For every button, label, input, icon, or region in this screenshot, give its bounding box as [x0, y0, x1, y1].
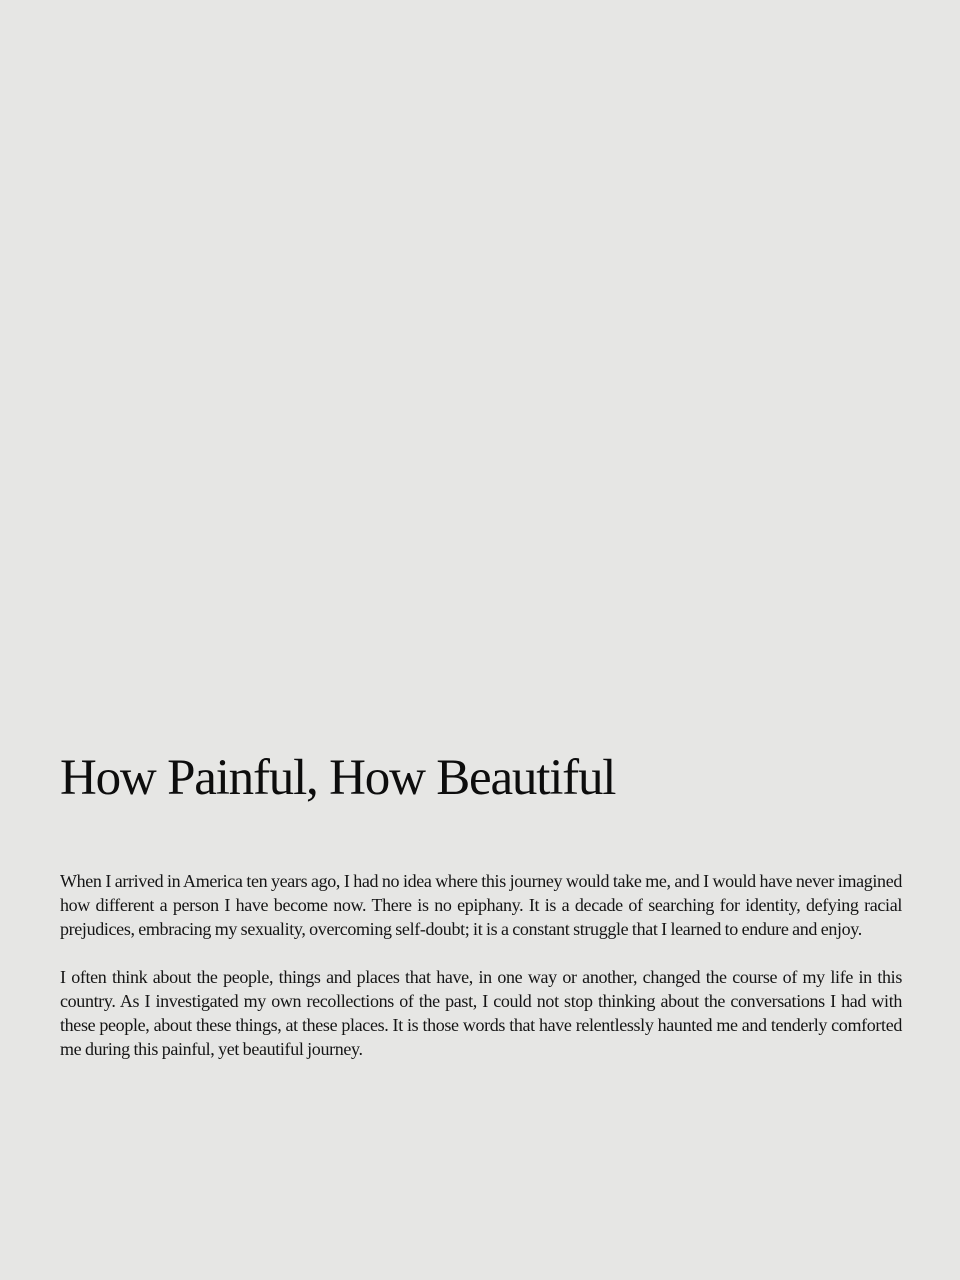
intro-paragraph: When I arrived in America ten years ago, I had no idea where this journey would take me, and I would have never imagined how different a person I have become now. There is no epiphany. It is a decade of searching for identity, defying racial prejudices, embracing my sexuality, overcoming self-doubt; it is a constant struggle that I learned to endure and enjoy.: [60, 871, 902, 939]
article-content: [60, 745, 902, 1061]
page-title: How Painful, How Beautiful: [60, 750, 616, 806]
article-body: [60, 869, 902, 1061]
reflection-paragraph: I often think about the people, things and places that have, in one way or another, changed the course of my life in this country. As I investigated my own recollections of the past, I could not stop thinking about the conversations I had with these people, about these things, at these places. It is those words that have relentlessly haunted me and tenderly comforted me during this painful, yet beautiful journey.: [60, 967, 902, 1059]
